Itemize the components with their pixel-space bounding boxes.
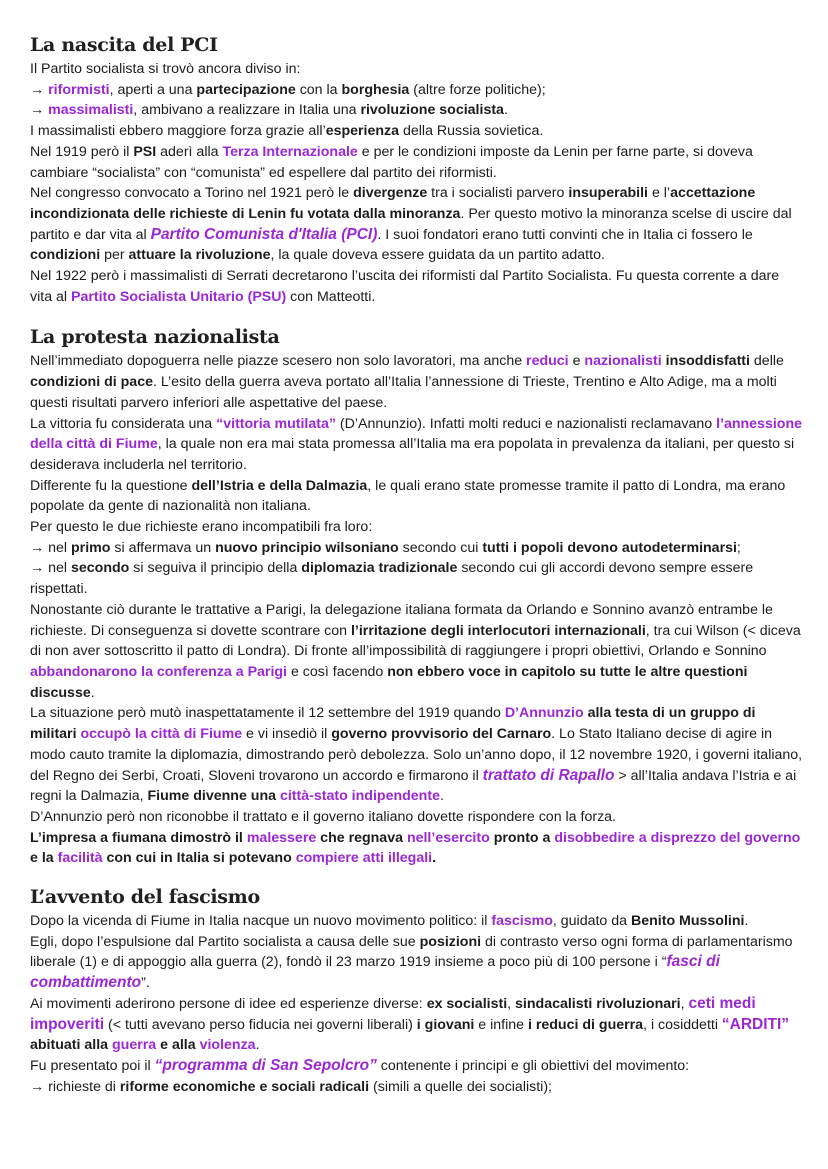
paragraph: Nel 1919 però il PSI aderì alla Terza Internazionale e per le condizioni imposte da Lenin per farne parte, si doveva cambiare “socialista” con “comunista” ed espellere dal partito dei riformisti.	[30, 143, 753, 181]
highlight-term: violenza	[199, 1037, 256, 1054]
highlight-term: nell’esercito	[406, 829, 490, 846]
highlight-term: fascismo	[491, 913, 553, 930]
section-nascita-pci	[30, 33, 804, 307]
highlight-term: occupò la città di Fiume	[80, 726, 243, 743]
bold-term: riforme economiche e sociali radicali	[119, 1078, 370, 1095]
bold-term: i reduci di guerra	[527, 1016, 644, 1033]
paragraph: Nell’immediato dopoguerra nelle piazze scesero non solo lavoratori, ma anche reduci e nazionalisti insoddisfatti delle condizioni di pace. L’esito della guerra aveva portato all’Italia l’annessione di Trieste, Trentino e Alto Adige, ma a molti questi risultati parvero inferiori alle aspettative del paese.	[30, 353, 784, 411]
paragraph: Egli, dopo l’espulsione dal Partito socialista a causa delle sue posizioni di contrasto verso ogni forma di parlamentarismo liberale (1) e di appoggio alla guerra (2), fondò il 23 marzo 1919 insieme a poco più di 100 persone i “fasci di combattimento”.	[30, 933, 793, 992]
section-protesta-nazionalista	[30, 325, 804, 869]
highlight-term: disobbedire a disprezzo del governo	[554, 829, 801, 846]
bold-term: sindacalisti rivoluzionari	[515, 995, 681, 1012]
bold-term: i giovani	[416, 1016, 475, 1033]
paragraph: → nel secondo si seguiva il principio della diplomazia tradizionale secondo cui gli accordi devono sempre essere rispettati.	[30, 560, 754, 598]
bold-term: esperienza	[325, 123, 400, 140]
bold-term: accettazione incondizionata delle richieste di Lenin fu votata dalla minoranza	[30, 185, 756, 222]
bold-term: condizioni di pace	[30, 374, 153, 391]
highlight-term: guerra	[112, 1037, 157, 1054]
bold-term: non ebbero voce in capitolo su tutte le altre questioni discusse	[30, 663, 748, 701]
highlight-term: abbandonarono la conferenza a Parigi	[30, 663, 288, 680]
bold-term: partecipazione	[196, 81, 296, 98]
bold-term: insoddisfatti	[665, 353, 750, 370]
paragraph: Il Partito socialista si trovò ancora diviso in:	[30, 61, 301, 77]
highlight-term: D’Annunzio	[504, 705, 584, 722]
bold-term: e alla	[160, 1037, 196, 1054]
highlight-term: massimalisti	[48, 102, 134, 119]
highlight-term: nazionalisti	[584, 353, 662, 370]
highlight-term-large: Partito Comunista d'Italia (PCI)	[150, 225, 378, 243]
paragraph: Differente fu la questione dell’Istria e della Dalmazia, le quali erano state promesse tramite il patto di Londra, ma erano popolate da gente di nazionalità non italiana.	[30, 477, 786, 515]
paragraph: La vittoria fu considerata una “vittoria mutilata” (D’Annunzio). Infatti molti reduci e nazionalisti reclamavano l’annessione della città di Fiume, la quale non era mai stata promessa all’Italia ma era popolata in prevalenza da italiani, per questo si desiderava includerla nel territorio.	[30, 415, 803, 473]
bold-term: condizioni	[30, 247, 101, 264]
highlight-term: compiere atti illegali	[295, 850, 433, 867]
bold-term: alla testa di un gruppo di militari	[30, 705, 756, 743]
bold-term: insuperabili	[568, 185, 648, 202]
bold-term: borghesia	[341, 81, 410, 98]
paragraph: L’impresa a fiumana dimostrò il malessere che regnava nell’esercito pronto a disobbedire a disprezzo del governo e la facilità con cui in Italia si potevano compiere atti illegali.	[30, 829, 801, 867]
highlight-term: Terza Internazionale	[222, 143, 358, 160]
bold-term: nuovo principio wilsoniano	[215, 539, 399, 556]
bold-term: diplomazia tradizionale	[301, 560, 458, 577]
bold-term: dell’Istria e della Dalmazia	[191, 477, 368, 494]
highlight-term: Partito Socialista Unitario (PSU)	[71, 288, 287, 305]
bold-term: tutti i popoli devono autodeterminarsi	[482, 539, 737, 556]
paragraph: → massimalisti, ambivano a realizzare in Italia una rivoluzione socialista.	[30, 102, 508, 119]
bold-term: rivoluzione socialista	[360, 102, 504, 119]
bold-term: governo provvisorio del Carnaro	[331, 726, 552, 743]
highlight-term: riformisti	[48, 81, 110, 98]
bold-term: l’irritazione degli interlocutori internazionali	[350, 622, 646, 639]
paragraph: Ai movimenti aderirono persone di idee ed esperienze diverse: ex socialisti, sindacalisti rivoluzionari, ceti medi impoveriti (< tutti avevano perso fiducia nei governi liberali) i giovani e infine i reduci di guerra, i cosiddetti “ARDITI” abituati alla guerra e alla violenza.	[30, 994, 790, 1054]
highlight-term: l’annessione della città di Fiume	[30, 415, 803, 453]
paragraph: Dopo la vicenda di Fiume in Italia nacque un nuovo movimento politico: il fascismo, guidato da Benito Mussolini.	[30, 913, 749, 930]
bold-term: posizioni	[419, 933, 482, 950]
highlight-term-large: “ARDITI”	[721, 1015, 790, 1033]
highlight-term-large: “programma di San Sepolcro”	[154, 1056, 377, 1074]
section-avvento-fascismo	[30, 885, 804, 1097]
bold-term: Fiume divenne una	[147, 788, 276, 805]
paragraph: Nonostante ciò durante le trattative a Parigi, la delegazione italiana formata da Orlando e Sonnino avanzò entrambe le richieste. Di conseguenza si dovette scontrare con l’irritazione degli interlocutori internazionali, tra cui Wilson (< diceva di non aver sottoscritto il patto di Londra). Di fronte all’impossibilità di raggiungere i propri obiettivi, Orlando e Sonnino abbandonarono la conferenza a Parigi e così facendo non ebbero voce in capitolo su tutte le altre questioni discusse.	[30, 601, 801, 701]
bold-term: ex socialisti	[426, 995, 508, 1012]
highlight-term-large: ceti medi impoveriti	[30, 994, 756, 1033]
highlight-term: “vittoria mutilata”	[216, 415, 336, 432]
highlight-term: città-stato indipendente	[279, 788, 440, 805]
bold-term: abituati alla	[30, 1037, 109, 1054]
bold-term: Benito Mussolini	[630, 913, 745, 930]
paragraph: → nel primo si affermava un nuovo principio wilsoniano secondo cui tutti i popoli devono autodeterminarsi;	[30, 539, 741, 556]
bold-term: attuare la rivoluzione	[128, 247, 271, 264]
paragraph: La situazione però mutò inaspettatamente il 12 settembre del 1919 quando D’Annunzio alla testa di un gruppo di militari occupò la città di Fiume e vi insediò il governo provvisorio del Carnaro. Lo Stato Italiano decise di agire in modo cauto tramite la diplomazia, dimostrando però debolezza. Solo un’anno dopo, il 12 novembre 1920, i governi italiano, del Regno dei Serbi, Croati, Sloveni trovarono un accordo e firmarono il trattato di Rapallo > all’Italia andava l’Istria e ai regni la Dalmazia, Fiume divenne una città-stato indipendente.	[30, 705, 803, 805]
heading-avvento-fascismo: L’avvento del fascismo	[30, 886, 260, 909]
highlight-term-large: fasci di combattimento	[30, 953, 720, 992]
heading-protesta-nazionalista: La protesta nazionalista	[30, 326, 280, 349]
paragraph: → richieste di riforme economiche e sociali radicali (simili a quelle dei socialisti);	[30, 1078, 552, 1095]
bold-term: secondo	[71, 560, 130, 577]
highlight-term: reduci	[526, 353, 569, 370]
paragraph: → riformisti, aperti a una partecipazione con la borghesia (altre forze politiche);	[30, 81, 546, 98]
paragraph: I massimalisti ebbero maggiore forza grazie all’esperienza della Russia sovietica.	[30, 123, 544, 140]
bold-term: divergenze	[353, 185, 428, 202]
bold-term: PSI	[133, 143, 157, 160]
paragraph: Per questo le due richieste erano incompatibili fra loro:	[30, 519, 373, 536]
heading-nascita-pci: La nascita del PCI	[30, 34, 218, 56]
paragraph: Fu presentato poi il “programma di San Sepolcro” contenente i principi e gli obiettivi del movimento:	[30, 1056, 690, 1074]
bold-term: primo	[71, 539, 111, 556]
highlight-term: malessere	[246, 829, 317, 846]
paragraph: Nel 1922 però i massimalisti di Serrati decretarono l’uscita dei riformisti dal Partito Socialista. Fu questa corrente a dare vita al Partito Socialista Unitario (PSU) con Matteotti.	[30, 268, 780, 305]
paragraph: D’Annunzio però non riconobbe il trattato e il governo italiano dovette rispondere con la forza.	[30, 808, 616, 825]
highlight-term: facilità	[57, 850, 103, 867]
highlight-term-large: trattato di Rapallo	[482, 766, 615, 784]
paragraph: Nel congresso convocato a Torino nel 1921 però le divergenze tra i socialisti parvero insuperabili e l’accettazione incondizionata delle richieste di Lenin fu votata dalla minoranza. Per questo motivo la minoranza scelse di uscire dal partito e dar vita al Partito Comunista d'Italia (PCI). I suoi fondatori erano tutti convinti che in Italia ci fossero le condizioni per attuare la rivoluzione, la quale doveva essere guidata da un partito adatto.	[30, 185, 792, 264]
